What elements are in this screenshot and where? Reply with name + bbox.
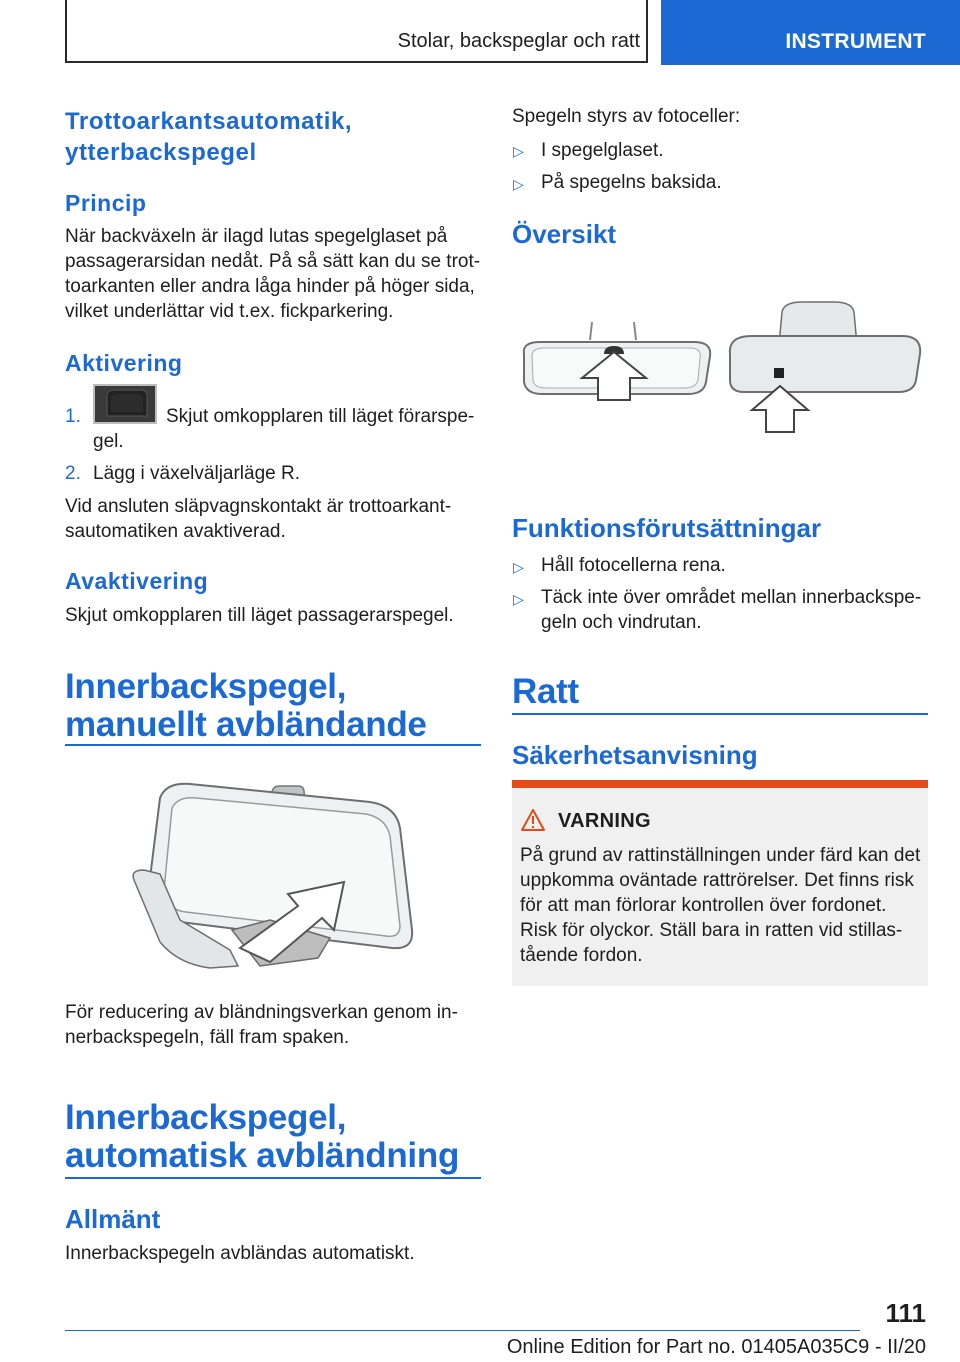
paragraph-fotoceller: Spegeln styrs av fotoceller: xyxy=(512,106,741,127)
paragraph-allmant: Innerbackspegeln avbländas automatiskt. xyxy=(65,1243,415,1264)
heading-manuellt: Innerbackspegel, manuellt avbländande xyxy=(65,667,427,744)
paragraph-manuellt: För reducering av bländningsverkan genom innerbackspegeln, fäll fram spaken. xyxy=(65,1002,458,1048)
footer-edition: Online Edition for Part no. 01405A035C9 - II/20 xyxy=(506,1336,926,1358)
warning-text: På grund av rattinställningen under färd kan det uppkomma oväntade rattrörelser. Det finns risk för att man förlorar kontrollen över fordonet. Risk för olyckor. Ställ bara in ratten vid stillastående fordon. xyxy=(520,845,921,966)
bullet-tack-inte-over: Täck inte över området mellan innerbackspegeln och vindrutan. xyxy=(541,587,922,633)
paragraph-princip: När backväxeln är ilagd lutas spegelglaset på passagerarsidan nedåt. På så sätt kan du se trottoarkanten eller andra låga hinder på höger sida, vilket underlättar vid t.ex. fickparkering. xyxy=(65,226,481,322)
heading-underline xyxy=(65,744,481,746)
bullet-triangle-icon: ▷ xyxy=(513,143,524,159)
heading-princip: Princip xyxy=(65,190,147,216)
heading-automatisk: Innerbackspegel, automatisk avbländning xyxy=(65,1098,460,1175)
paragraph-slapvagn: Vid ansluten släpvagnskontakt är trottoarkantsautomatiken avaktiverad. xyxy=(65,496,452,542)
mirror-manual-image xyxy=(120,770,430,970)
heading-allmant: Allmänt xyxy=(65,1204,161,1234)
heading-funktionsforutsattningar: Funktionsförutsättningar xyxy=(512,513,822,543)
heading-oversikt: Översikt xyxy=(512,219,617,249)
warning-bar xyxy=(512,780,928,788)
heading-sakerhetsanvisning: Säkerhetsanvisning xyxy=(512,740,758,770)
bullet-baksida: På spegelns baksida. xyxy=(541,172,722,193)
bullet-triangle-icon: ▷ xyxy=(513,176,524,192)
step-1-text: Skjut omkopplaren till läget förarspegel. xyxy=(93,406,475,452)
heading-ratt: Ratt xyxy=(512,672,579,711)
bullet-spegelglaset: I spegelglaset. xyxy=(541,140,664,161)
page-number: 111 xyxy=(885,1298,926,1328)
bullet-triangle-icon: ▷ xyxy=(513,591,524,607)
heading-trottoar: Trottoarkantsautomatik, ytterbackspegel xyxy=(65,108,353,166)
step-2-text: Lägg i växelväljarläge R. xyxy=(93,463,301,484)
heading-aktivering: Aktivering xyxy=(65,350,183,376)
header-chapter-tab xyxy=(661,0,960,65)
bullet-rena: Håll fotocellerna rena. xyxy=(541,555,726,576)
heading-underline xyxy=(65,1177,481,1179)
header-section-title: Stolar, backspeglar och ratt xyxy=(397,30,640,52)
paragraph-avaktivering: Skjut omkopplaren till läget passagerarspegel. xyxy=(65,605,454,626)
header-chapter-label: INSTRUMENT xyxy=(785,30,926,53)
warning-title: VARNING xyxy=(558,810,651,832)
warning-triangle-icon xyxy=(520,808,546,832)
mirror-photocell-image xyxy=(512,296,928,436)
step-1-number: 1. xyxy=(65,406,81,427)
bullet-triangle-icon: ▷ xyxy=(513,559,524,575)
heading-avaktivering: Avaktivering xyxy=(65,568,209,594)
footer-rule xyxy=(65,1330,860,1331)
warning-box xyxy=(512,780,928,986)
heading-underline xyxy=(512,713,928,715)
step-2-number: 2. xyxy=(65,463,81,484)
